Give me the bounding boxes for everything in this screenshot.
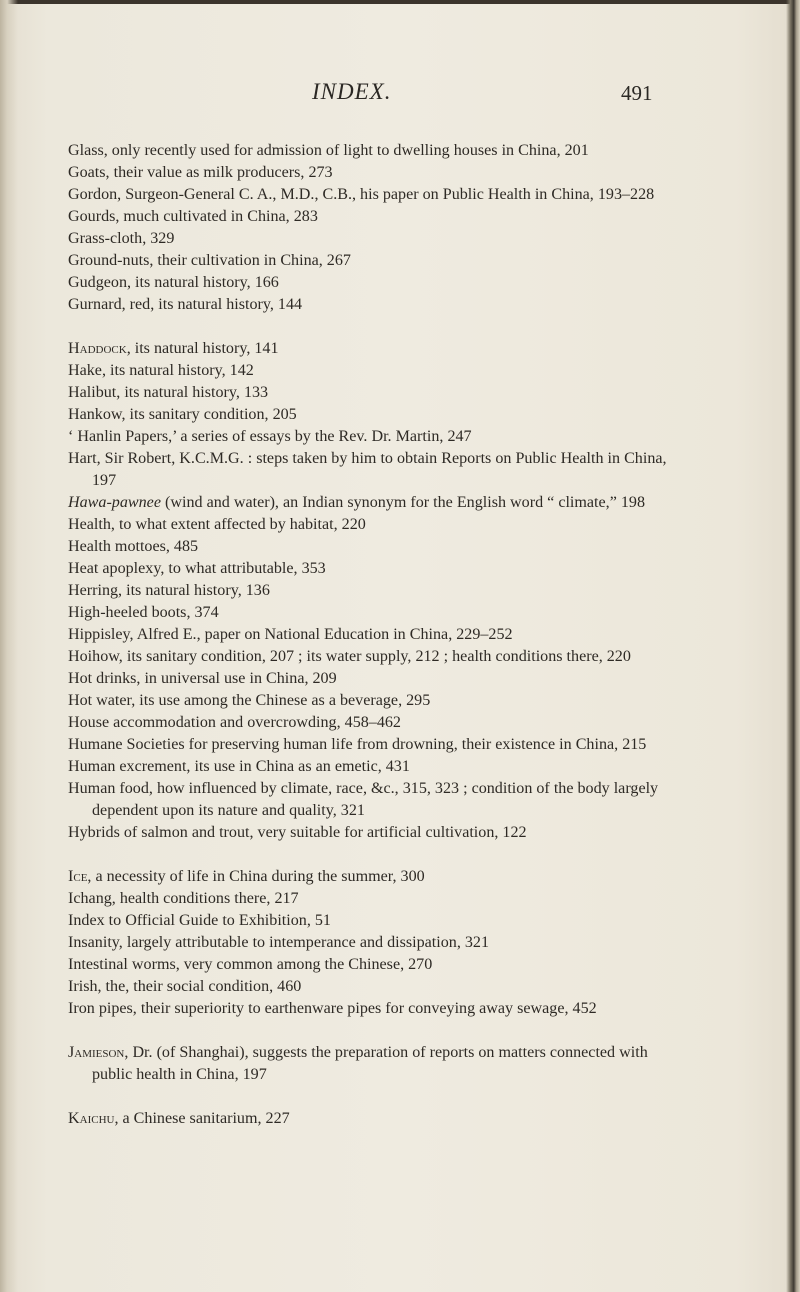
index-entry: Heat apoplexy, to what attributable, 353 (68, 560, 326, 577)
index-entry: Index to Official Guide to Exhibition, 51 (68, 912, 331, 929)
index-entry: Glass, only recently used for admission of light to dwelling houses in China, 201 (68, 142, 589, 159)
index-entry: Grass-cloth, 329 (68, 230, 175, 247)
index-entry-jamieson (68, 1042, 668, 1086)
index-entry: Human excrement, its use in China as an emetic, 431 (68, 758, 410, 775)
page-number: 491 (621, 81, 653, 105)
index-entry: Gourds, much cultivated in China, 283 (68, 208, 318, 225)
index-entry: Ichang, health conditions there, 217 (68, 890, 299, 907)
entry-lead-word: Ice (68, 868, 88, 885)
running-title: INDEX. (312, 79, 392, 104)
index-group-j (68, 1042, 668, 1086)
entry-text: , Dr. (of Shanghai), suggests the preparation of reports on matters connected with public health in China, 197 (92, 1044, 648, 1083)
index-entry-hawa-pawnee (68, 492, 668, 514)
entry-lead-word: Kaichu (68, 1110, 115, 1127)
page-fore-edge (786, 0, 800, 1292)
index-entry: House accommodation and overcrowding, 458–462 (68, 714, 401, 731)
index-group-g (68, 140, 668, 316)
index-content (68, 140, 668, 1130)
index-entry: Humane Societies for preserving human life from drowning, their existence in China, 215 (68, 736, 647, 753)
index-entry: Hoihow, its sanitary condition, 207 ; its water supply, 212 ; health conditions there, 220 (68, 648, 631, 665)
index-entry: High-heeled boots, 374 (68, 604, 219, 621)
entry-text: , its natural history, 141 (126, 340, 279, 357)
index-group-i (68, 866, 668, 1020)
index-entry: Human food, how influenced by climate, race, &c., 315, 323 ; condition of the body largely dependent upon its nature and quality, 321 (68, 780, 659, 819)
index-entry: Hot water, its use among the Chinese as a beverage, 295 (68, 692, 431, 709)
page-top-edge (0, 0, 800, 4)
page-gutter-shadow (0, 0, 18, 1292)
index-entry: Irish, the, their social condition, 460 (68, 978, 302, 995)
entry-text: , a necessity of life in China during the summer, 300 (87, 868, 425, 885)
index-entry: Hart, Sir Robert, K.C.M.G. : steps taken by him to obtain Reports on Public Health in China, 197 (68, 450, 667, 489)
index-entry: Ground-nuts, their cultivation in China, 267 (68, 252, 351, 269)
page-header (0, 79, 800, 109)
index-entry: ‘ Hanlin Papers,’ a series of essays by the Rev. Dr. Martin, 247 (68, 428, 472, 445)
index-entry: Hankow, its sanitary condition, 205 (68, 406, 297, 423)
index-entry: Hybrids of salmon and trout, very suitable for artificial cultivation, 122 (68, 824, 527, 841)
entry-lead-word: Jamieson (68, 1044, 125, 1061)
index-entry: Gudgeon, its natural history, 166 (68, 274, 279, 291)
entry-lead-word: Haddock (68, 340, 127, 357)
index-entry: Goats, their value as milk producers, 273 (68, 164, 333, 181)
entry-text: , a Chinese sanitarium, 227 (114, 1110, 290, 1127)
index-entry: Iron pipes, their superiority to earthenware pipes for conveying away sewage, 452 (68, 1000, 597, 1017)
index-entry: Gurnard, red, its natural history, 144 (68, 296, 303, 313)
entry-text: (wind and water), an Indian synonym for the English word “ climate,” 198 (160, 494, 646, 511)
index-entry-ice (68, 866, 668, 888)
index-entry-haddock (68, 338, 668, 360)
index-group-k (68, 1108, 668, 1130)
entry-foreign-term: Hawa-pawnee (68, 494, 161, 511)
index-entry: Health mottoes, 485 (68, 538, 199, 555)
index-entry: Herring, its natural history, 136 (68, 582, 270, 599)
index-entry: Hake, its natural history, 142 (68, 362, 254, 379)
index-entry: Hippisley, Alfred E., paper on National Education in China, 229–252 (68, 626, 513, 643)
index-entry-kaichu (68, 1108, 668, 1130)
index-entry: Gordon, Surgeon-General C. A., M.D., C.B., his paper on Public Health in China, 193–228 (68, 186, 655, 203)
index-entry: Health, to what extent affected by habitat, 220 (68, 516, 366, 533)
index-entry: Halibut, its natural history, 133 (68, 384, 269, 401)
index-entry: Insanity, largely attributable to intemperance and dissipation, 321 (68, 934, 490, 951)
index-group-h (68, 338, 668, 844)
index-entry: Intestinal worms, very common among the Chinese, 270 (68, 956, 433, 973)
index-entry: Hot drinks, in universal use in China, 209 (68, 670, 337, 687)
